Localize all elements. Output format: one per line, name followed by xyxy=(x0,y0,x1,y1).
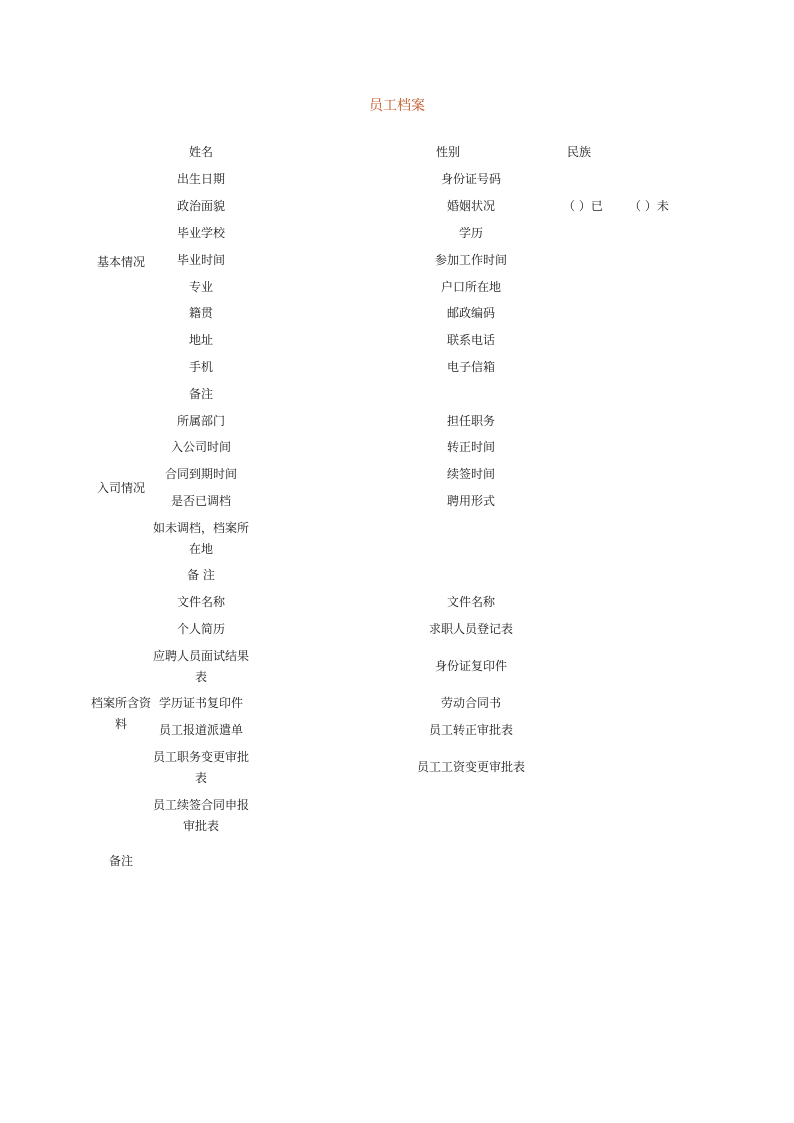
mobile-label: 手机 xyxy=(188,360,214,374)
dispatch-sheet-item: 员工报道派遣单 xyxy=(158,723,244,737)
diploma-copy-item: 学历证书复印件 xyxy=(158,696,244,710)
work-start-date-label: 参加工作时间 xyxy=(434,253,508,267)
basic-remark-label: 备注 xyxy=(188,387,214,401)
section-archive-materials: 档案所含资料 xyxy=(91,696,152,731)
gender-label: 性别 xyxy=(435,145,461,159)
section-basic-info: 基本情况 xyxy=(96,255,145,269)
company-remark-label: 备 注 xyxy=(187,568,215,582)
education-label: 学历 xyxy=(458,226,484,240)
contract-expiry-label: 合同到期时间 xyxy=(164,467,238,481)
ethnicity-label: 民族 xyxy=(566,145,592,159)
political-status-label: 政治面貌 xyxy=(176,199,226,213)
resume-item: 个人简历 xyxy=(176,622,226,636)
salary-change-approval-item: 员工工资变更审批表 xyxy=(416,760,526,774)
native-place-label: 籍贯 xyxy=(188,306,214,320)
address-label: 地址 xyxy=(188,333,214,347)
interview-result-item: 应聘人员面试结果表 xyxy=(152,649,249,684)
id-copy-item: 身份证复印件 xyxy=(434,659,508,673)
section-company-info: 入司情况 xyxy=(96,481,145,495)
hire-type-label: 聘用形式 xyxy=(446,494,496,508)
id-number-label: 身份证号码 xyxy=(440,172,502,186)
household-location-label: 户口所在地 xyxy=(440,280,502,294)
renewal-date-label: 续签时间 xyxy=(446,467,496,481)
school-label: 毕业学校 xyxy=(176,226,226,240)
name-label: 姓名 xyxy=(188,145,214,159)
major-label: 专业 xyxy=(188,280,214,294)
postal-code-label: 邮政编码 xyxy=(446,306,496,320)
file-name-header-left: 文件名称 xyxy=(176,595,226,609)
email-label: 电子信箱 xyxy=(446,360,496,374)
birth-date-label: 出生日期 xyxy=(176,172,226,186)
position-label: 担任职务 xyxy=(446,414,496,428)
join-date-label: 入公司时间 xyxy=(170,440,232,454)
regular-date-label: 转正时间 xyxy=(446,440,496,454)
file-location-label: 如未调档，档案所在地 xyxy=(152,521,249,556)
marital-status-label: 婚姻状况 xyxy=(446,199,496,213)
unmarried-option: （ ）未 xyxy=(629,199,669,213)
position-change-approval-item: 员工职务变更审批表 xyxy=(152,750,249,785)
married-option: （ ）已 xyxy=(563,199,603,213)
job-registration-item: 求职人员登记表 xyxy=(428,622,514,636)
department-label: 所属部门 xyxy=(176,414,226,428)
graduation-date-label: 毕业时间 xyxy=(176,253,226,267)
page-title: 员工档案 xyxy=(369,98,425,114)
phone-label: 联系电话 xyxy=(446,333,496,347)
file-name-header-right: 文件名称 xyxy=(446,595,496,609)
labor-contract-item: 劳动合同书 xyxy=(440,696,502,710)
file-transferred-label: 是否已调档 xyxy=(170,494,232,508)
renewal-approval-item: 员工续签合同申报审批表 xyxy=(152,798,249,833)
regularization-approval-item: 员工转正审批表 xyxy=(428,723,514,737)
footer-remark-label: 备注 xyxy=(108,854,134,868)
